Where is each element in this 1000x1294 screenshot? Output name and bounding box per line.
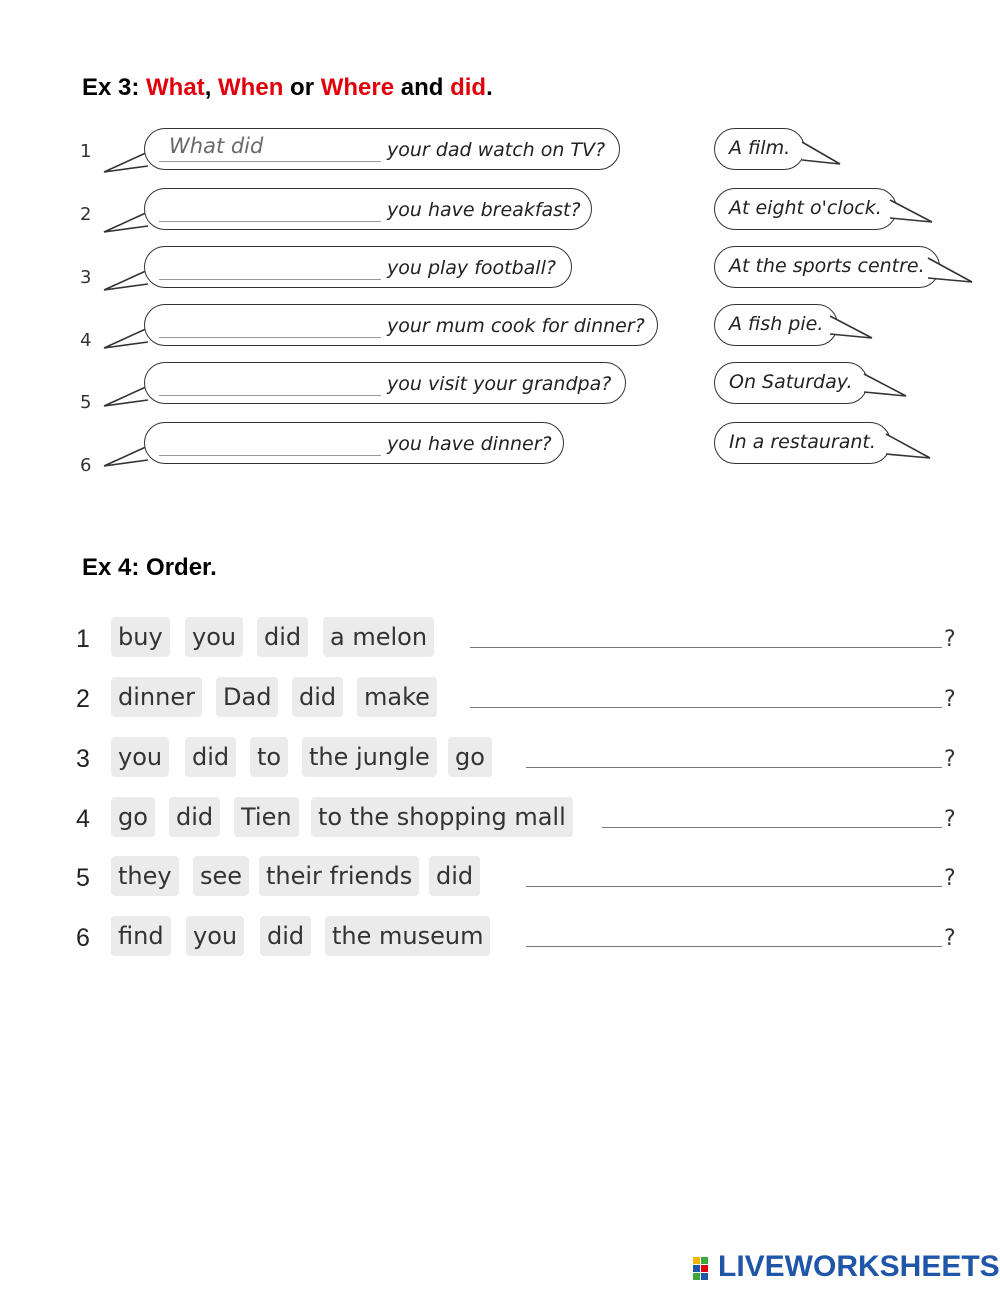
order-row bbox=[0, 737, 1000, 781]
bubble-tail-icon bbox=[926, 254, 974, 286]
question-text: you have breakfast? bbox=[387, 199, 581, 221]
bubble-tail-icon bbox=[862, 370, 908, 400]
answer-line[interactable] bbox=[526, 886, 942, 887]
question-bubble bbox=[144, 422, 564, 464]
answer-line[interactable] bbox=[470, 707, 942, 708]
word-chip[interactable]: go bbox=[111, 797, 155, 837]
bubble-tail-icon bbox=[884, 430, 932, 462]
question-text: you play football? bbox=[387, 257, 556, 279]
word-chip[interactable]: did bbox=[260, 916, 311, 956]
word-chip[interactable]: to bbox=[250, 737, 288, 777]
word-chip[interactable]: you bbox=[186, 916, 244, 956]
question-number: 5 bbox=[80, 392, 92, 413]
question-text: you visit your grandpa? bbox=[387, 373, 612, 395]
reply-bubble: At the sports centre. bbox=[714, 246, 940, 288]
question-number: 6 bbox=[80, 455, 92, 476]
word-chip[interactable]: you bbox=[111, 737, 169, 777]
question-number: 4 bbox=[80, 330, 92, 351]
question-text: you have dinner? bbox=[387, 433, 552, 455]
answer-line bbox=[159, 279, 381, 280]
answer-line bbox=[159, 337, 381, 338]
question-bubble bbox=[144, 246, 572, 288]
question-text: your dad watch on TV? bbox=[387, 139, 606, 161]
bubble-tail-icon bbox=[102, 268, 150, 294]
order-row bbox=[0, 916, 1000, 960]
reply-bubble: A fish pie. bbox=[714, 304, 838, 346]
word-chip[interactable]: the jungle bbox=[302, 737, 437, 777]
question-number: 3 bbox=[80, 267, 92, 288]
word-chip[interactable]: buy bbox=[111, 617, 170, 657]
order-row bbox=[0, 856, 1000, 900]
word-chip[interactable]: see bbox=[193, 856, 249, 896]
row-number: 1 bbox=[76, 625, 90, 653]
liveworksheets-logo-icon bbox=[692, 1256, 718, 1282]
ex3-heading: Ex 3: What, When or Where and did. bbox=[82, 74, 493, 101]
bubble-tail-icon bbox=[888, 196, 934, 226]
row-number: 5 bbox=[76, 864, 90, 892]
reply-bubble: On Saturday. bbox=[714, 362, 868, 404]
ex4-heading: Ex 4: Order. bbox=[82, 554, 217, 581]
word-chip[interactable]: they bbox=[111, 856, 179, 896]
question-mark: ? bbox=[944, 687, 956, 712]
question-mark: ? bbox=[944, 926, 956, 951]
question-number: 1 bbox=[80, 141, 92, 162]
row-number: 2 bbox=[76, 685, 90, 713]
word-chip[interactable]: you bbox=[185, 617, 243, 657]
question-bubble bbox=[144, 362, 626, 404]
row-number: 6 bbox=[76, 924, 90, 952]
liveworksheets-logo: LIVEWORKSHEETS bbox=[718, 1250, 1000, 1283]
word-chip[interactable]: dinner bbox=[111, 677, 202, 717]
word-chip[interactable]: a melon bbox=[323, 617, 434, 657]
answer-line bbox=[159, 221, 381, 222]
question-mark: ? bbox=[944, 747, 956, 772]
word-chip[interactable]: make bbox=[357, 677, 437, 717]
word-chip[interactable]: did bbox=[185, 737, 236, 777]
word-chip[interactable]: did bbox=[169, 797, 220, 837]
order-row bbox=[0, 797, 1000, 841]
bubble-tail-icon bbox=[102, 150, 150, 176]
reply-bubble: A film. bbox=[714, 128, 805, 170]
word-chip[interactable]: the museum bbox=[325, 916, 490, 956]
answer-line bbox=[159, 455, 381, 456]
word-chip[interactable]: their friends bbox=[259, 856, 419, 896]
answer-line bbox=[159, 161, 381, 162]
answer-line[interactable] bbox=[470, 647, 942, 648]
order-row bbox=[0, 617, 1000, 661]
word-chip[interactable]: find bbox=[111, 916, 171, 956]
bubble-tail-icon bbox=[828, 312, 874, 342]
question-number: 2 bbox=[80, 204, 92, 225]
row-number: 3 bbox=[76, 745, 90, 773]
bubble-tail-icon bbox=[102, 210, 150, 236]
reply-bubble: At eight o'clock. bbox=[714, 188, 897, 230]
word-chip[interactable]: did bbox=[257, 617, 308, 657]
bubble-tail-icon bbox=[102, 384, 150, 410]
word-chip[interactable]: go bbox=[448, 737, 492, 777]
word-chip[interactable]: Tien bbox=[234, 797, 299, 837]
question-bubble bbox=[144, 304, 658, 346]
word-chip[interactable]: did bbox=[429, 856, 480, 896]
answer-line[interactable] bbox=[526, 946, 942, 947]
order-row bbox=[0, 677, 1000, 721]
question-text: your mum cook for dinner? bbox=[387, 315, 645, 337]
answer-line[interactable] bbox=[602, 827, 942, 828]
reply-bubble: In a restaurant. bbox=[714, 422, 891, 464]
question-bubble bbox=[144, 128, 620, 170]
answer-line bbox=[159, 395, 381, 396]
bubble-tail-icon bbox=[800, 138, 844, 168]
word-chip[interactable]: did bbox=[292, 677, 343, 717]
word-chip[interactable]: to the shopping mall bbox=[311, 797, 573, 837]
question-mark: ? bbox=[944, 866, 956, 891]
row-number: 4 bbox=[76, 805, 90, 833]
answer-line[interactable] bbox=[526, 767, 942, 768]
question-bubble bbox=[144, 188, 592, 230]
question-mark: ? bbox=[944, 627, 956, 652]
bubble-tail-icon bbox=[102, 444, 150, 470]
question-mark: ? bbox=[944, 807, 956, 832]
bubble-tail-icon bbox=[102, 326, 150, 352]
answer-input[interactable]: What did bbox=[169, 134, 264, 158]
word-chip[interactable]: Dad bbox=[216, 677, 278, 717]
